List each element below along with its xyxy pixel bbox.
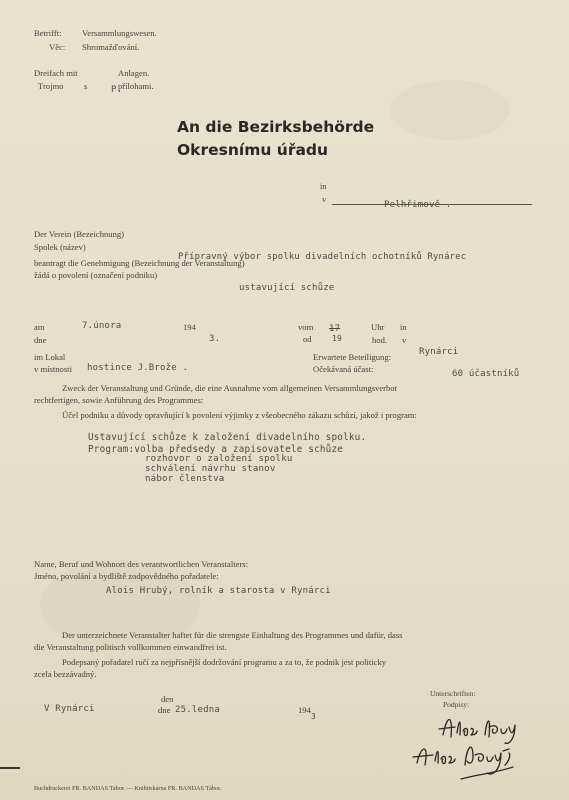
attendance-label-de: Erwartete Beteiligung: bbox=[313, 352, 392, 362]
location-in-cs: v bbox=[322, 194, 327, 204]
date-year-digit: 3. bbox=[209, 334, 221, 344]
liability-cs-1: Podepsaný pořadatel ručí za nejpřísnější dodržování programu a za to, že podnik jest politicky bbox=[62, 657, 387, 667]
date-year-prefix: 194 bbox=[183, 322, 196, 332]
copies-cs-2: s bbox=[84, 81, 88, 91]
purpose-text-de-1: Zweck der Veranstaltung und Gründe, die eine Ausnahme vom allgemeinen Versammlungsverbot bbox=[62, 383, 397, 393]
time-od: od bbox=[303, 334, 312, 344]
application-value: ustavující schůze bbox=[239, 283, 335, 293]
signature-label-cs: Podpisy: bbox=[443, 700, 470, 709]
venue-label-cs: v místnosti bbox=[34, 364, 72, 374]
time-vom: vom bbox=[298, 322, 314, 332]
program-line4: schválení návrhu stanov bbox=[145, 464, 276, 474]
place-value: Rynárci bbox=[419, 347, 459, 357]
signing-dne: dne bbox=[158, 705, 171, 715]
association-label-de: Der Verein (Bezeichnung) bbox=[34, 229, 125, 239]
copies-cs-1: Trojmo bbox=[38, 81, 64, 91]
attendance-value: 60 účastníků bbox=[452, 369, 520, 379]
application-label-de: beantragt die Genehmigung (Bezeichnung der Veranstaltung) bbox=[34, 258, 245, 268]
location-in-de: in bbox=[320, 181, 327, 191]
location-value: Pelhřimově . bbox=[384, 200, 452, 210]
subject-value-cs: Shromažďování. bbox=[82, 42, 140, 52]
handwritten-signatures bbox=[405, 705, 535, 785]
program-line2: Program:volba předsedy a zapisovatele schůze bbox=[88, 444, 344, 455]
copies-de-2: Anlagen. bbox=[118, 68, 150, 78]
paper-smudge bbox=[390, 80, 510, 140]
heading-line1: An die Bezirksbehörde bbox=[177, 118, 375, 136]
organizer-label-de: Name, Beruf und Wohnort des verantwortlichen Veranstalters: bbox=[34, 559, 249, 569]
place-in: in bbox=[400, 322, 407, 332]
copies-cs-3: přílohami. bbox=[118, 81, 154, 91]
time-hour-struck: 17 bbox=[329, 324, 341, 334]
subject-label-de: Betrifft: bbox=[34, 28, 62, 38]
attendance-label-cs: Očekávaná účast: bbox=[313, 364, 374, 374]
signing-year-digit: 3 bbox=[311, 712, 317, 721]
subject-value-de: Versammlungswesen. bbox=[82, 28, 157, 38]
date-am: am bbox=[34, 322, 45, 332]
date-day: 7.února bbox=[82, 321, 122, 331]
organizer-value: Alois Hrubý, rolník a starosta v Rynárci bbox=[106, 586, 331, 596]
signing-date: 25.ledna bbox=[175, 705, 220, 715]
program-line3: rozhovor o založení spolku bbox=[145, 454, 293, 464]
time-hod: hod. bbox=[372, 335, 388, 345]
liability-de-1: Der unterzeichnete Veranstalter haftet für die strengste Einhaltung des Programmes und dafür, dass bbox=[62, 630, 403, 640]
program-line1: Ustavující schůze k založení divadelního spolku. bbox=[88, 432, 367, 443]
signing-place: V Rynárci bbox=[44, 704, 95, 714]
heading-line2: Okresnímu úřadu bbox=[177, 141, 329, 159]
association-value: Přípravný výbor spolku divadelních ochotníků Rynárec bbox=[178, 252, 467, 262]
program-line5: nábor členstva bbox=[145, 474, 225, 484]
organizer-label-cs: Jméno, povolání a bydliště zodpovědného pořadatele: bbox=[34, 571, 219, 581]
purpose-text-de-2: rechtfertigen, sowie Anführung des Programmes: bbox=[34, 395, 204, 405]
liability-de-2: die Veranstaltung politisch vollkommen einwandfrei ist. bbox=[34, 642, 227, 652]
edge-mark bbox=[0, 767, 20, 769]
association-label-cs: Spolek (název) bbox=[34, 242, 86, 252]
signature-label-de: Unterschriften: bbox=[430, 689, 476, 698]
time-hour: 19 bbox=[332, 334, 343, 343]
purpose-text-cs: Účel podniku a důvody opravňující k povolení výjimky z všeobecného zákazu schůzí, jakož i program: bbox=[62, 410, 417, 420]
signing-year-prefix: 194 bbox=[298, 705, 311, 715]
printer-imprint: Buchdruckerei FR. BANDAS Tabor. — Knihtiskárna FR. BANDAS Tábor. bbox=[34, 785, 222, 792]
date-dne: dne bbox=[34, 335, 47, 345]
time-uhr: Uhr bbox=[371, 322, 385, 332]
application-label-cs: žádá o povolení (označení podniku) bbox=[34, 270, 158, 280]
subject-label-cs: Věc: bbox=[49, 42, 66, 52]
venue-value: hostince J.Brože . bbox=[87, 363, 189, 373]
copies-typed-mark: P. bbox=[111, 85, 123, 95]
copies-de-1: Dreifach mit bbox=[34, 68, 78, 78]
liability-cs-2: zcela bezzávadný. bbox=[34, 669, 97, 679]
signing-den: den bbox=[161, 694, 174, 704]
place-v: v bbox=[402, 335, 407, 345]
venue-label-de: im Lokal bbox=[34, 352, 66, 362]
